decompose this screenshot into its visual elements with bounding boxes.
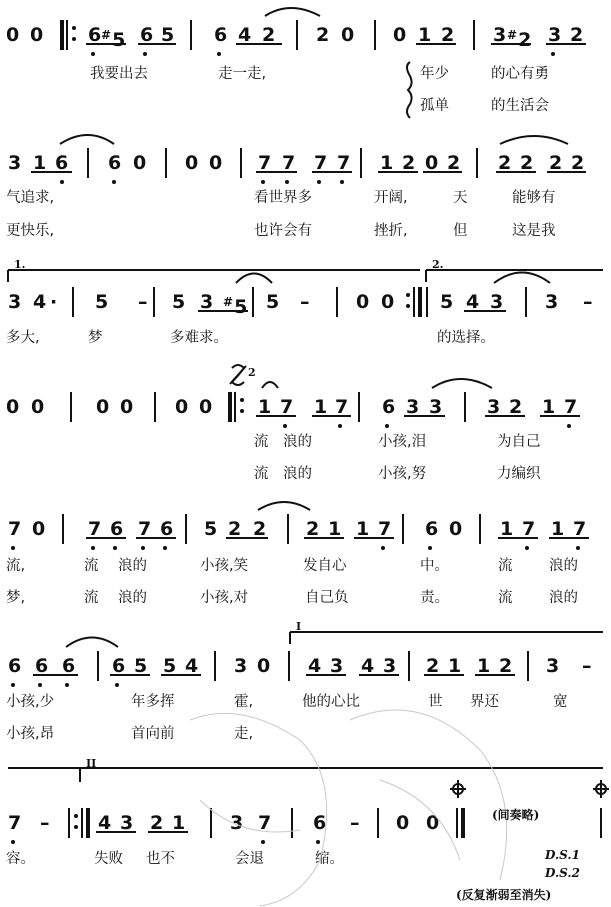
note: 0 <box>356 291 370 313</box>
note: 5 <box>134 655 148 677</box>
note: 6 <box>62 655 76 677</box>
note: 3 <box>230 812 244 834</box>
lyric-fragment: 流, <box>6 558 26 574</box>
note: 1 <box>328 518 342 540</box>
lyric-fragment: 中。 <box>420 558 449 574</box>
note: 3 <box>120 812 134 834</box>
note: 6 <box>8 655 22 677</box>
note: – <box>300 291 310 313</box>
lyrics-row-7-verse-1 <box>0 849 611 869</box>
lyric-fragment: 容。 <box>6 851 35 867</box>
note: 2 <box>570 24 584 46</box>
segno-label: 2 <box>248 366 256 379</box>
lyric-fragment: 的心有勇 <box>491 66 549 82</box>
note: 2 <box>447 152 461 174</box>
note: 1 <box>542 396 556 418</box>
note: 3 <box>383 655 397 677</box>
note: 1 <box>172 812 186 834</box>
note: – <box>138 291 148 313</box>
lyrics-row-6-verse-2 <box>0 724 611 744</box>
lyric-fragment: 的选择。 <box>437 330 495 346</box>
lyric-fragment: 为自己 <box>497 434 541 450</box>
note: 7 <box>138 518 152 540</box>
lyric-fragment: 缩。 <box>315 851 344 867</box>
note: #2 <box>507 28 532 51</box>
volta-1-label: 1. <box>14 258 26 271</box>
note: 6 <box>160 518 174 540</box>
note: 2 <box>520 152 534 174</box>
note: 0 <box>31 396 45 418</box>
note: 0 <box>6 24 20 46</box>
note: 6 <box>108 152 122 174</box>
lyric-fragment: 责。 <box>420 590 449 606</box>
ending-note: (反复渐弱至消失) <box>456 888 552 902</box>
lyric-fragment: 浪的 <box>283 434 312 450</box>
lyric-fragment: 但 <box>453 223 468 239</box>
lyric-fragment: 浪的 <box>283 466 312 482</box>
note: 3 <box>429 396 443 418</box>
note: 3 <box>406 396 420 418</box>
lyric-fragment: 自己负 <box>305 590 349 606</box>
ds2-mark: D.S.2 <box>545 866 580 880</box>
note: 6 <box>55 152 69 174</box>
lyrics-row-1-verse-1 <box>0 64 611 84</box>
note: 0 <box>396 812 410 834</box>
lyric-fragment: 走, <box>234 726 254 742</box>
lyric-fragment: 也许会有 <box>254 223 312 239</box>
lyric-fragment: 孤单 <box>420 98 449 114</box>
lyric-fragment: 小孩,泪 <box>378 434 427 450</box>
note: 0 <box>199 396 213 418</box>
note: 7 <box>282 152 296 174</box>
lyric-fragment: 多难求。 <box>170 330 228 346</box>
note: 3 <box>493 24 507 46</box>
note: 2 <box>549 152 563 174</box>
note: 7 <box>564 396 578 418</box>
ds1-mark: D.S.1 <box>545 848 580 862</box>
note: 2 <box>316 24 330 46</box>
note: 6 <box>110 518 124 540</box>
note: 0 <box>341 24 355 46</box>
note: 6 <box>88 24 102 46</box>
note: 7 <box>378 518 392 540</box>
lyric-fragment: 他的心比 <box>302 694 360 710</box>
note: 0 <box>6 396 20 418</box>
lyric-fragment: 也不 <box>146 851 175 867</box>
note: 3 <box>8 291 22 313</box>
note: 0 <box>133 152 147 174</box>
lyrics-row-4-verse-1 <box>0 432 611 452</box>
lyrics-row-5-verse-1 <box>0 556 611 576</box>
note: 5 <box>266 291 280 313</box>
note: 7 <box>335 396 349 418</box>
note: 4 <box>185 655 199 677</box>
note: 1 <box>448 655 462 677</box>
note: 1 <box>258 396 272 418</box>
lyric-fragment: 首向前 <box>131 726 175 742</box>
note: 6 <box>214 24 228 46</box>
lyric-fragment: 界还 <box>470 694 499 710</box>
note: 3 <box>546 655 560 677</box>
note: 7 <box>88 518 102 540</box>
note: 1 <box>551 518 565 540</box>
score-row-6 <box>0 651 611 681</box>
lyrics-row-6-verse-1 <box>0 692 611 712</box>
note: 1 <box>33 152 47 174</box>
note: 3 <box>487 396 501 418</box>
lyric-fragment: 小孩,笑 <box>200 558 249 574</box>
lyric-fragment: 这是我 <box>512 223 556 239</box>
note: 2 <box>571 152 585 174</box>
note: 0 <box>96 396 110 418</box>
sharp-sign: # <box>223 295 234 309</box>
note: 5 <box>204 518 218 540</box>
score-row-2 <box>0 148 611 178</box>
note: 7 <box>280 396 294 418</box>
note: 1 <box>500 518 514 540</box>
note: 2 <box>499 655 513 677</box>
note: 7 <box>8 812 22 834</box>
lyric-fragment: 浪的 <box>118 558 147 574</box>
note: 3 <box>330 655 344 677</box>
note: 0 <box>32 518 46 540</box>
lyric-fragment: 小孩,少 <box>6 694 55 710</box>
note: 2 <box>262 24 276 46</box>
note: 7 <box>8 518 22 540</box>
lyric-fragment: 流 <box>254 434 269 450</box>
note: 6 <box>425 518 439 540</box>
note: 3 <box>490 291 504 313</box>
lyric-fragment: 能够有 <box>512 190 556 206</box>
lyric-fragment: 小孩,努 <box>378 466 427 482</box>
lyric-fragment: 走一走, <box>218 66 267 82</box>
note: 4 <box>238 24 252 46</box>
lyric-fragment: 年多挥 <box>131 694 175 710</box>
sharp-sign: # <box>507 28 518 42</box>
note: 7 <box>314 152 328 174</box>
lyric-fragment: 看世界多 <box>254 190 312 206</box>
note: 0 <box>449 518 463 540</box>
note: 0 <box>120 396 134 418</box>
note: 2 <box>509 396 523 418</box>
note: 1 <box>418 24 432 46</box>
note: 5 <box>95 291 109 313</box>
note: 0 <box>209 152 223 174</box>
note: 0 <box>185 152 199 174</box>
note: 5 <box>440 291 454 313</box>
note: 0 <box>30 24 44 46</box>
note: 0 <box>257 655 271 677</box>
lyric-fragment: 失败 <box>94 851 123 867</box>
lyric-fragment: 霍, <box>234 694 254 710</box>
note: 5 <box>163 655 177 677</box>
note: 1 <box>477 655 491 677</box>
note: – <box>582 655 592 677</box>
note: 2 <box>498 152 512 174</box>
lyric-fragment: 流 <box>84 590 99 606</box>
note: 3 <box>545 291 559 313</box>
score-row-5 <box>0 514 611 544</box>
note: 5 <box>161 24 175 46</box>
note: 4 <box>33 291 47 313</box>
note: 2 <box>441 24 455 46</box>
note: 3 <box>8 152 22 174</box>
note: 4 <box>361 655 375 677</box>
lyrics-row-1-verse-2 <box>0 96 611 116</box>
note: · <box>50 291 58 313</box>
lyrics-row-2-verse-2 <box>0 221 611 241</box>
lyrics-row-3-verse-1 <box>0 328 611 348</box>
lyric-fragment: 年少 <box>420 66 449 82</box>
note: 6 <box>35 655 49 677</box>
note: 7 <box>573 518 587 540</box>
lyric-fragment: 浪的 <box>118 590 147 606</box>
note: 6 <box>112 655 126 677</box>
note: 0 <box>381 291 395 313</box>
lyric-fragment: 浪的 <box>549 590 578 606</box>
note: 0 <box>175 396 189 418</box>
note: 2 <box>228 518 242 540</box>
lyric-fragment: 开阔, <box>374 190 408 206</box>
note: 6 <box>140 24 154 46</box>
note: 2 <box>306 518 320 540</box>
note: 3 <box>200 291 214 313</box>
lyric-fragment: 宽 <box>553 694 568 710</box>
note: 5 <box>172 291 186 313</box>
note: 1 <box>356 518 370 540</box>
note: 2 <box>426 655 440 677</box>
lyric-fragment: 流 <box>498 590 513 606</box>
lyric-fragment: 气追求, <box>6 190 55 206</box>
lyric-fragment: 世 <box>428 694 443 710</box>
note: 2 <box>402 152 416 174</box>
score-row-3 <box>0 287 611 317</box>
score-row-1 <box>0 20 611 50</box>
lyric-fragment: 浪的 <box>549 558 578 574</box>
note: 2 <box>150 812 164 834</box>
lyric-fragment: 更快乐, <box>6 223 55 239</box>
note: 3 <box>234 655 248 677</box>
note: 7 <box>258 152 272 174</box>
lyric-fragment: 天 <box>453 190 468 206</box>
lyric-fragment: 流 <box>254 466 269 482</box>
note: 6 <box>313 812 327 834</box>
volta-2-label: 2. <box>432 258 444 271</box>
note: – <box>350 812 360 834</box>
lyric-fragment: 的生活会 <box>491 98 549 114</box>
note: 0 <box>426 812 440 834</box>
lyrics-row-5-verse-2 <box>0 588 611 608</box>
note: 1 <box>380 152 394 174</box>
note: #5 <box>101 28 126 51</box>
lyric-fragment: 我要出去 <box>90 66 148 82</box>
lyric-fragment: 小孩,对 <box>200 590 249 606</box>
sharp-sign: # <box>101 28 112 42</box>
note: 3 <box>548 24 562 46</box>
lyric-fragment: 流 <box>84 558 99 574</box>
note: 7 <box>258 812 272 834</box>
lyric-fragment: 多大, <box>6 330 40 346</box>
interlude-note: (间奏略) <box>492 808 540 822</box>
lyric-fragment: 会退 <box>235 851 264 867</box>
volta-roman-2-label: II <box>86 757 97 770</box>
score-row-4 <box>0 392 611 422</box>
note: 6 <box>382 396 396 418</box>
lyrics-row-4-verse-2 <box>0 464 611 484</box>
note: 7 <box>337 152 351 174</box>
note: 4 <box>98 812 112 834</box>
note: 1 <box>314 396 328 418</box>
note: #5 <box>223 295 248 318</box>
lyric-fragment: 挫折, <box>374 223 408 239</box>
lyric-fragment: 流 <box>498 558 513 574</box>
note: – <box>583 291 593 313</box>
note: 0 <box>393 24 407 46</box>
note: – <box>40 812 50 834</box>
lyric-fragment: 梦 <box>88 330 103 346</box>
note: 2 <box>253 518 267 540</box>
lyric-fragment: 小孩,昂 <box>6 726 55 742</box>
lyric-fragment: 发自心 <box>303 558 347 574</box>
note: 4 <box>308 655 322 677</box>
lyric-fragment: 梦, <box>6 590 26 606</box>
volta-roman-1-label: I <box>296 620 302 633</box>
note: 0 <box>425 152 439 174</box>
note: 4 <box>466 291 480 313</box>
note: 7 <box>522 518 536 540</box>
lyric-fragment: 力编织 <box>497 466 541 482</box>
lyrics-row-2-verse-1 <box>0 188 611 208</box>
